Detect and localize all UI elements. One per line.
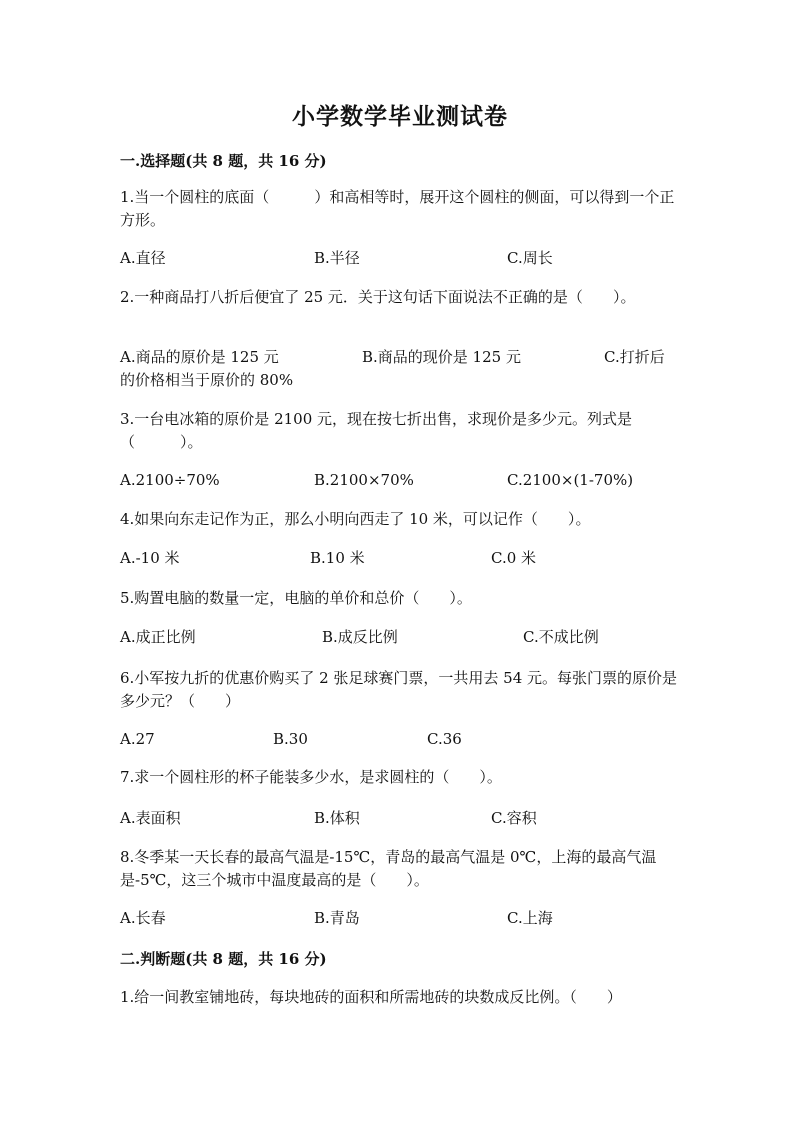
q7-option-c: C.容积 — [491, 809, 537, 827]
q8-option-c: C.上海 — [507, 909, 553, 927]
q7-option-b: B.体积 — [314, 809, 360, 827]
q5-option-b: B.成反比例 — [322, 628, 398, 646]
q1-option-c: C.周长 — [507, 249, 553, 267]
question-6: 6.小军按九折的优惠价购买了 2 张足球赛门票，一共用去 54 元。每张门票的原价是多少元？（ ） — [120, 669, 678, 710]
question-8: 8.冬季某一天长春的最高气温是-15℃，青岛的最高气温是 0℃，上海的最高气温是-5℃，这三个城市中温度最高的是（ ）。 — [120, 848, 657, 889]
question-3: 3.一台电冰箱的原价是 2100 元，现在按七折出售，求现价是多少元。列式是（ ）。 — [120, 410, 633, 451]
q1-option-b: B.半径 — [314, 249, 360, 267]
page-title: 小学数学毕业测试卷 — [292, 103, 508, 130]
q1-option-a: A.直径 — [120, 249, 166, 267]
q6-option-c: C.36 — [427, 730, 462, 748]
q6-option-b: B.30 — [273, 730, 308, 748]
q4-option-a: A.-10 米 — [120, 549, 180, 567]
question-4: 4.如果向东走记作为正，那么小明向西走了 10 米，可以记作（ ）。 — [120, 510, 591, 528]
q5-option-a: A.成正比例 — [120, 628, 196, 646]
q3-option-c: C.2100×(1-70%) — [507, 471, 634, 489]
q2-option-b: B.商品的现价是 125 元 — [362, 348, 521, 366]
section-heading-judgement: 二.判断题(共 8 题，共 16 分) — [120, 950, 327, 968]
question-5: 5.购置电脑的数量一定，电脑的单价和总价（ ）。 — [120, 589, 472, 607]
q8-option-b: B.青岛 — [314, 909, 360, 927]
q3-option-a: A.2100÷70% — [120, 471, 220, 489]
q7-option-a: A.表面积 — [120, 809, 181, 827]
q4-option-c: C.0 米 — [491, 549, 537, 567]
question-7: 7.求一个圆柱形的杯子能装多少水，是求圆柱的（ ）。 — [120, 768, 502, 786]
question-1: 1.当一个圆柱的底面（ ）和高相等时，展开这个圆柱的侧面，可以得到一个正方形。 — [120, 188, 675, 229]
section-heading-choice: 一.选择题(共 8 题，共 16 分) — [120, 152, 327, 170]
q2-option-a: A.商品的原价是 125 元 — [120, 348, 279, 366]
question-2: 2.一种商品打八折后便宜了 25 元．关于这句话下面说法不正确的是（ ）。 — [120, 288, 636, 306]
q8-option-a: A.长春 — [120, 909, 166, 927]
q6-option-a: A.27 — [120, 730, 155, 748]
judgement-question-1: 1.给一间教室铺地砖，每块地砖的面积和所需地砖的块数成反比例。（ ） — [120, 988, 622, 1006]
q3-option-b: B.2100×70% — [314, 471, 414, 489]
q2-option-c: C.打折后 — [604, 348, 665, 366]
q4-option-b: B.10 米 — [310, 549, 365, 567]
q5-option-c: C.不成比例 — [523, 628, 599, 646]
q2-option-c-continued: 的价格相当于原价的 80% — [120, 371, 294, 389]
